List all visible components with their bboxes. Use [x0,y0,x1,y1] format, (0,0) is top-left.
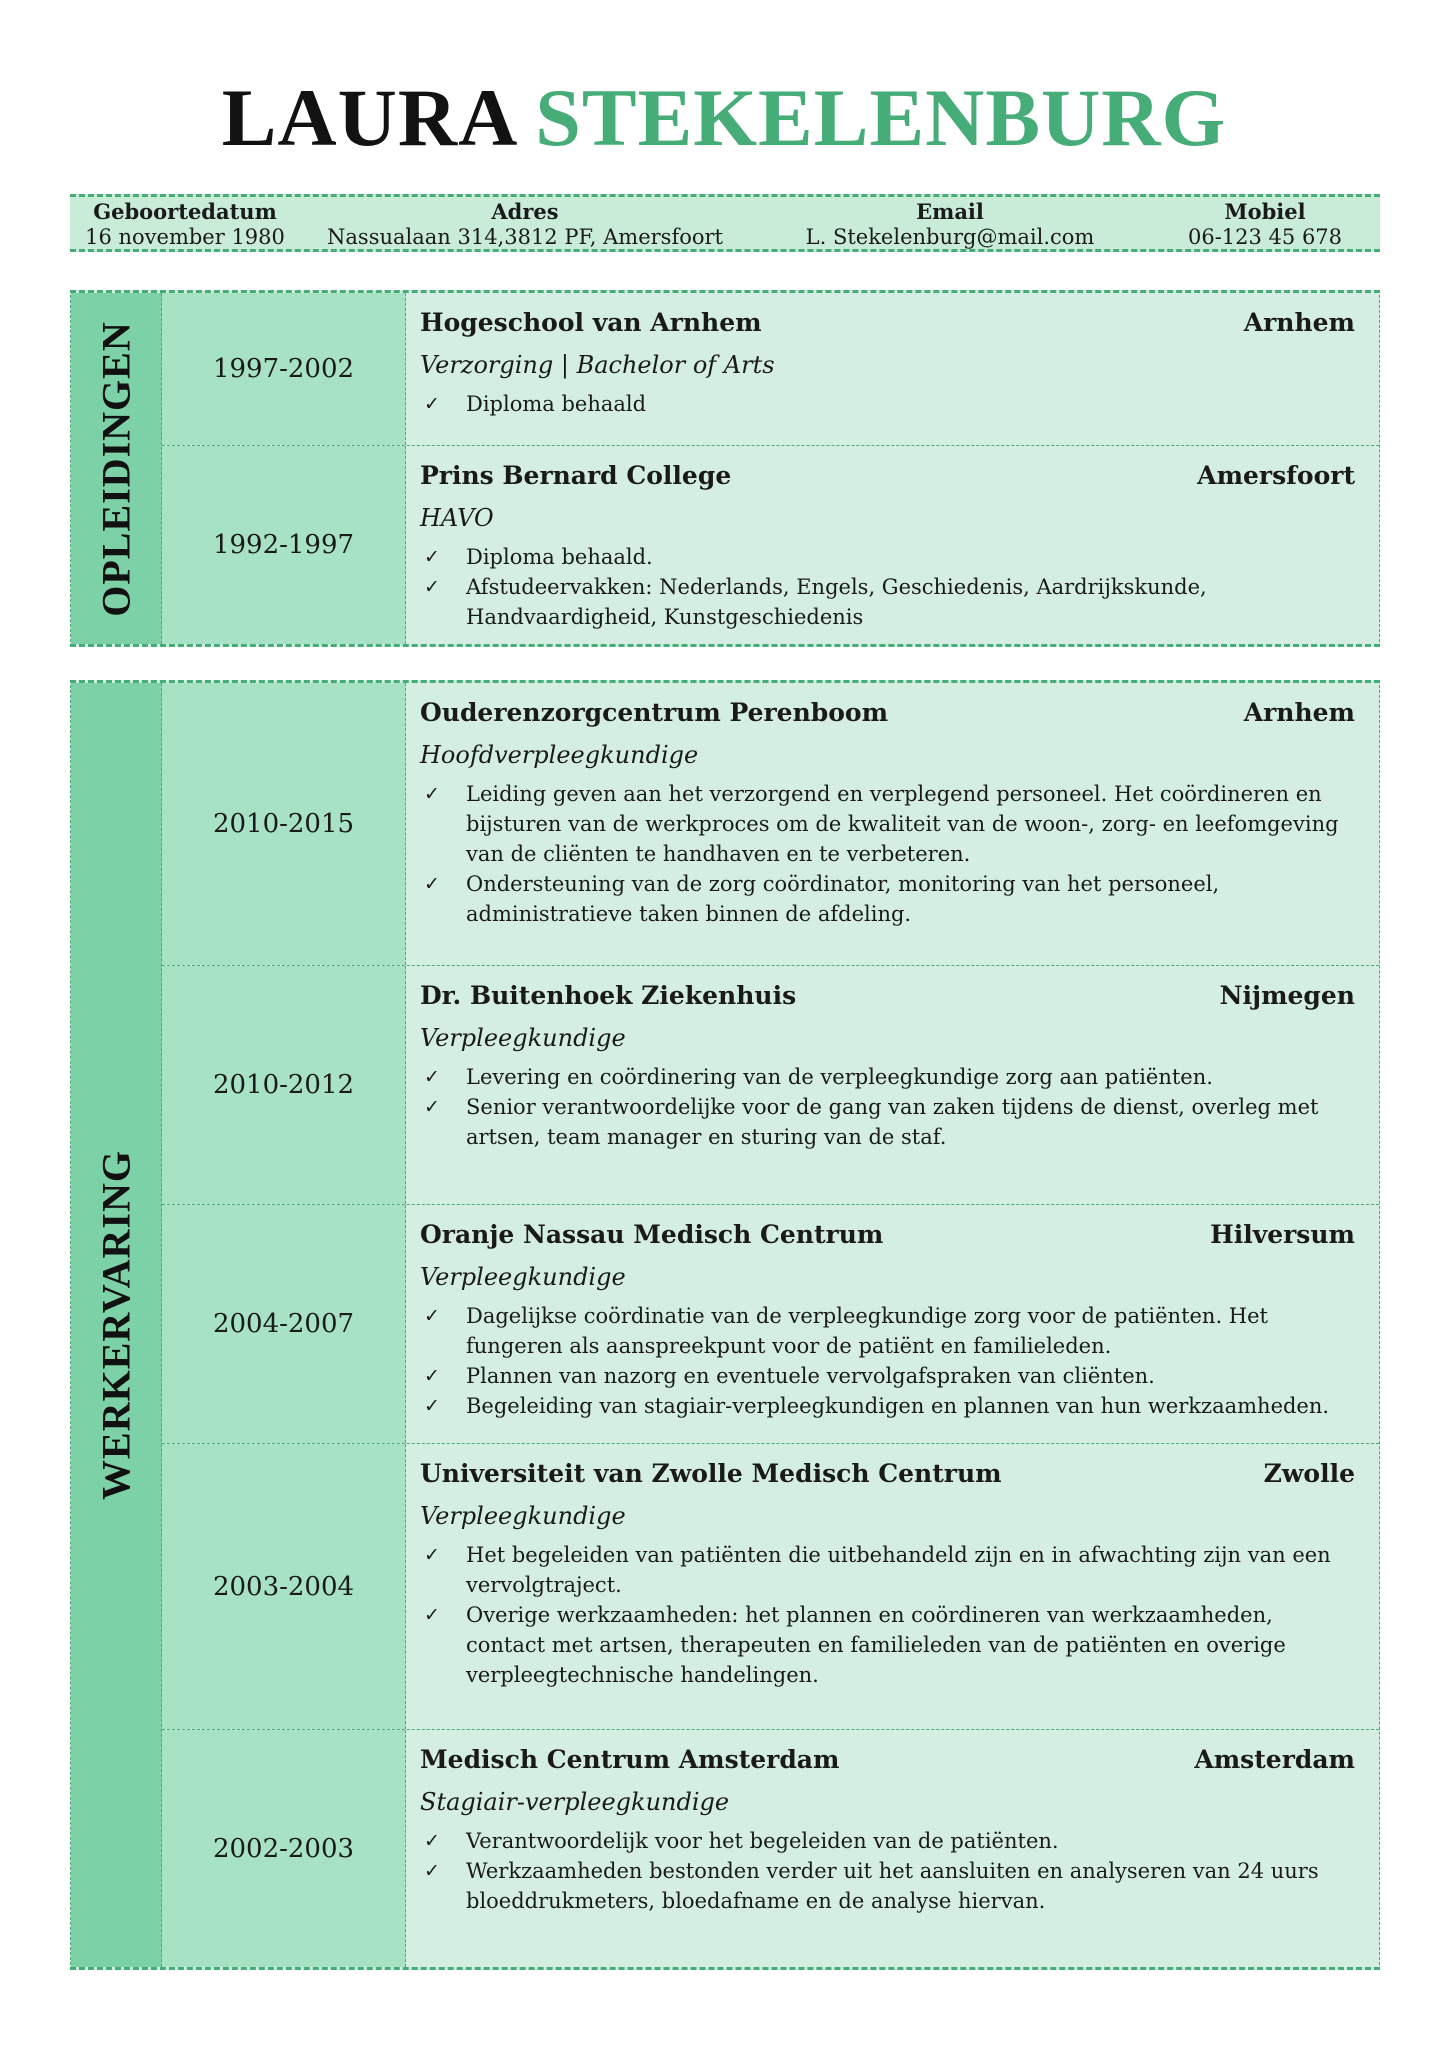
contact-label: Email [916,199,984,224]
contact-mobile [1150,197,1380,249]
employer-name: Ouderenzorgcentrum Perenboom [420,698,889,727]
name-header [0,68,1448,168]
entry-head [420,1456,1355,1492]
city: Nijmegen [1219,981,1355,1010]
period: 2003-2004 [162,1444,406,1729]
contact-value: 16 november 1980 [85,225,285,249]
city: Arnhem [1243,698,1355,727]
experience-entry [406,966,1379,1204]
contact-value: Nassualaan 314,3812 PF, Amersfoort [327,225,723,249]
education-entry [406,446,1379,644]
item-list [420,779,1355,929]
experience-row [162,1204,1379,1443]
experience-entry [406,683,1379,965]
list-item: ✓ Plannen van nazorg en eventuele vervolgafspraken van cliënten. [420,1361,1355,1391]
contact-address [300,197,750,249]
experience-section [70,680,1380,1970]
item-list [420,542,1355,632]
check-icon: ✓ [424,783,440,805]
degree: HAVO [420,504,494,532]
list-item: ✓ Overige werkzaamheden: het plannen en coördineren van werkzaamheden, contact met artsen, therapeuten en familieleden van de patiënten en overige verpleegtechnische handelingen. [420,1600,1355,1690]
check-icon: ✓ [424,1544,440,1566]
list-item: ✓ Diploma behaald. [420,542,1355,572]
last-name: STEKELENBURG [535,72,1227,163]
entry-head [420,305,1355,341]
city: Amersfoort [1197,461,1355,490]
experience-entry [406,1444,1379,1729]
period: 2010-2015 [162,683,406,965]
check-icon: ✓ [424,1604,440,1626]
job-title: Hoofdverpleegkundige [420,741,699,769]
contact-label: Adres [491,199,559,224]
item-list [420,1826,1355,1916]
list-item: ✓ Dagelijkse coördinatie van de verpleegkundige zorg voor de patiënten. Het fungeren als aanspreekpunt voor de patiënt en familieleden. [420,1301,1355,1361]
list-item: ✓ Senior verantwoordelijke voor de gang van zaken tijdens de dienst, overleg met artsen, team manager en sturing van de staf. [420,1092,1355,1152]
list-item: ✓ Begeleiding van stagiair-verpleegkundigen en plannen van hun werkzaamheden. [420,1391,1355,1421]
education-title: OPLEIDINGEN [93,320,139,617]
contact-value: 06-123 45 678 [1187,225,1343,249]
period: 2002-2003 [162,1730,406,1967]
education-entry [406,293,1379,445]
check-icon: ✓ [424,546,440,568]
entry-head [420,1217,1355,1253]
list-item: ✓ Levering en coördinering van de verpleegkundige zorg aan patiënten. [420,1062,1355,1092]
period: 1992-1997 [162,446,406,644]
experience-rows [162,683,1379,1967]
period: 2004-2007 [162,1205,406,1443]
employer-name: Oranje Nassau Medisch Centrum [420,1220,884,1249]
education-sidebar [71,293,162,644]
item-list [420,389,1355,419]
education-section [70,290,1380,647]
list-item: ✓ Verantwoordelijk voor het begeleiden van de patiënten. [420,1826,1355,1856]
first-name: LAURA [221,72,514,163]
list-item: ✓ Ondersteuning van de zorg coördinator, monitoring van het personeel, administratieve taken binnen de afdeling. [420,869,1355,929]
employer-name: Universiteit van Zwolle Medisch Centrum [420,1459,1002,1488]
check-icon: ✓ [424,393,440,415]
experience-row [162,683,1379,965]
check-icon: ✓ [424,1305,440,1327]
experience-sidebar [71,683,162,1967]
period: 1997-2002 [162,293,406,445]
degree: Verzorging | Bachelor of Arts [420,351,775,379]
education-row [162,293,1379,445]
list-item: ✓ Werkzaamheden bestonden verder uit het aansluiten en analyseren van 24 uurs bloeddrukmeters, bloedafname en de analyse hiervan. [420,1856,1355,1916]
check-icon: ✓ [424,873,440,895]
contact-bar [70,194,1380,252]
experience-row [162,1729,1379,1967]
experience-title: WERKERVARING [93,1150,139,1500]
check-icon: ✓ [424,1860,440,1882]
contact-value: L. Stekelenburg@mail.com [805,225,1095,249]
education-rows [162,293,1379,644]
list-item: ✓ Leiding geven aan het verzorgend en verplegend personeel. Het coördineren en bijsturen van de werkproces om de kwaliteit van de woon-, zorg- en leefomgeving van de cliënten te handhaven en te verbeteren. [420,779,1355,869]
list-item: ✓ Het begeleiden van patiënten die uitbehandeld zijn en in afwachting zijn van een vervolgtraject. [420,1540,1355,1600]
period: 2010-2012 [162,966,406,1204]
list-item: ✓ Afstudeervakken: Nederlands, Engels, Geschiedenis, Aardrijkskunde, Handvaardigheid, Kunstgeschiedenis [420,572,1355,632]
contact-email [750,197,1150,249]
contact-label: Mobiel [1224,199,1306,224]
job-title: Stagiair-verpleegkundige [420,1788,730,1816]
city: Arnhem [1243,308,1355,337]
check-icon: ✓ [424,1066,440,1088]
experience-row [162,1443,1379,1729]
entry-head [420,978,1355,1014]
city: Zwolle [1263,1459,1355,1488]
experience-entry [406,1730,1379,1967]
city: Hilversum [1210,1220,1355,1249]
entry-head [420,695,1355,731]
employer-name: Medisch Centrum Amsterdam [420,1745,840,1774]
check-icon: ✓ [424,576,440,598]
check-icon: ✓ [424,1096,440,1118]
entry-head [420,458,1355,494]
job-title: Verpleegkundige [420,1502,626,1530]
job-title: Verpleegkundige [420,1263,626,1291]
list-item: ✓ Diploma behaald [420,389,1355,419]
contact-label: Geboortedatum [93,199,277,224]
check-icon: ✓ [424,1365,440,1387]
experience-entry [406,1205,1379,1443]
entry-head [420,1742,1355,1778]
contact-birthdate [70,197,300,249]
job-title: Verpleegkundige [420,1024,626,1052]
item-list [420,1540,1355,1690]
institution-name: Prins Bernard College [420,461,732,490]
city: Amsterdam [1194,1745,1355,1774]
check-icon: ✓ [424,1830,440,1852]
education-row [162,445,1379,644]
employer-name: Dr. Buitenhoek Ziekenhuis [420,981,797,1010]
item-list [420,1301,1355,1421]
experience-row [162,965,1379,1204]
institution-name: Hogeschool van Arnhem [420,308,762,337]
check-icon: ✓ [424,1395,440,1417]
item-list [420,1062,1355,1152]
